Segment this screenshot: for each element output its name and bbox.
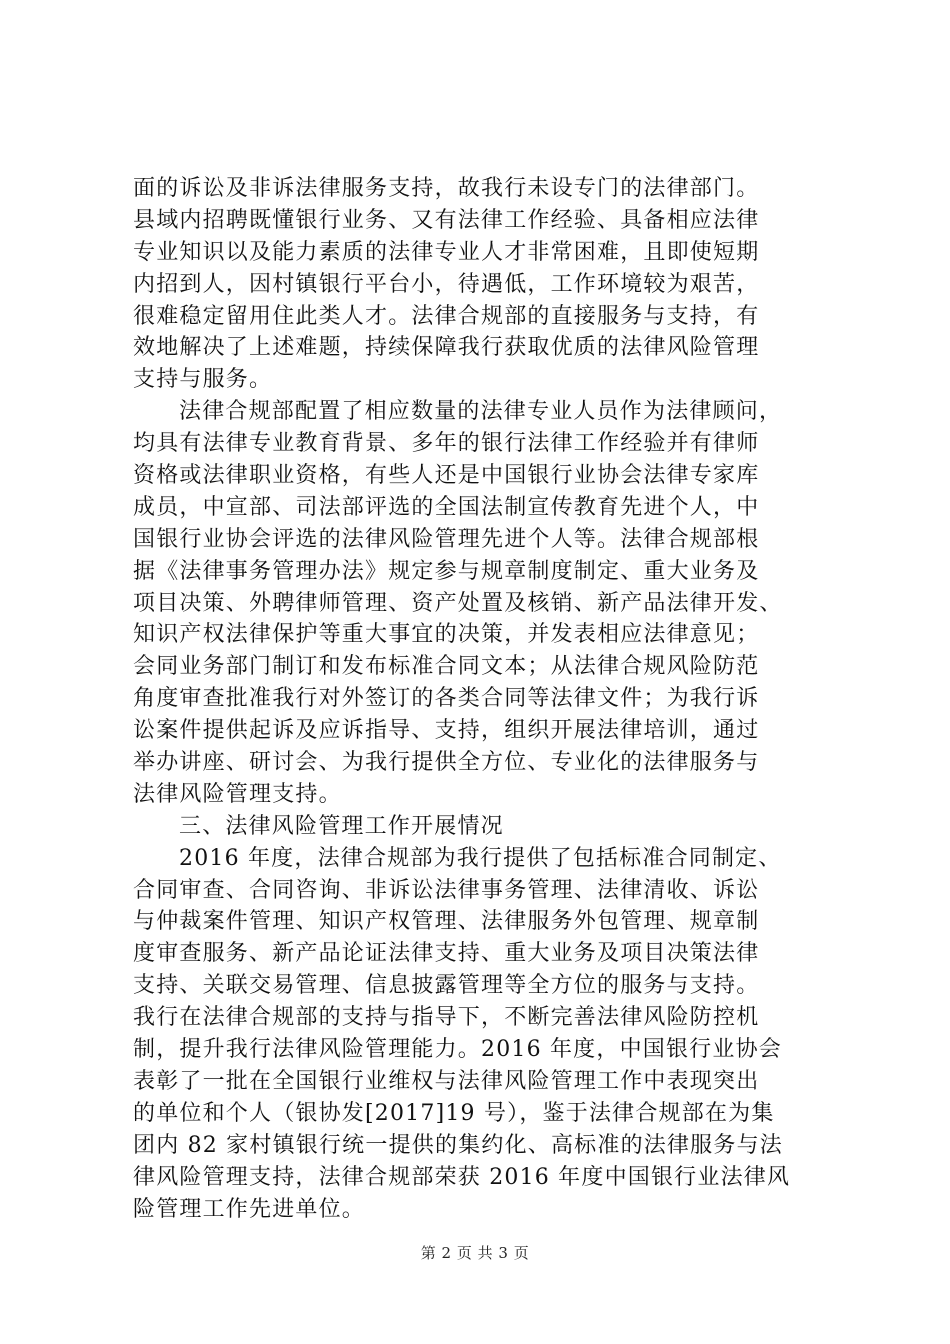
text-line: 资格或法律职业资格，有些人还是中国银行业协会法律专家库 bbox=[133, 463, 760, 489]
text-line: 据《法律事务管理办法》规定参与规章制度制定、重大业务及 bbox=[133, 558, 760, 584]
text-line: 知识产权法律保护等重大事宜的决策，并发表相应法律意见； bbox=[133, 622, 760, 648]
section-heading: 三、法律风险管理工作开展情况 bbox=[179, 813, 504, 839]
text-line: 制，提升我行法律风险管理能力。2016 年度，中国银行业协会 bbox=[133, 1037, 782, 1063]
page-footer: 第 2 页 共 3 页 bbox=[420, 1244, 530, 1262]
text-line: 国银行业协会评选的法律风险管理先进个人等。法律合规部根 bbox=[133, 526, 760, 552]
text-line: 法律合规部配置了相应数量的法律专业人员作为法律顾问， bbox=[179, 399, 783, 425]
text-line: 项目决策、外聘律师管理、资产处置及核销、新产品法律开发、 bbox=[133, 590, 783, 616]
text-line: 成员，中宣部、司法部评选的全国法制宣传教育先进个人，中 bbox=[133, 494, 760, 520]
text-line: 讼案件提供起诉及应诉指导、支持，组织开展法律培训，通过 bbox=[133, 718, 760, 744]
text-line: 支持、关联交易管理、信息披露管理等全方位的服务与支持。 bbox=[133, 973, 760, 999]
text-line: 合同审查、合同咨询、非诉讼法律事务管理、法律清收、诉讼 bbox=[133, 877, 760, 903]
text-line: 专业知识以及能力素质的法律专业人才非常困难，且即使短期 bbox=[133, 239, 760, 265]
paragraph-3 bbox=[133, 843, 833, 1226]
text-line: 县域内招聘既懂银行业务、又有法律工作经验、具备相应法律 bbox=[133, 207, 760, 233]
text-line: 险管理工作先进单位。 bbox=[133, 1196, 366, 1222]
text-line: 2016 年度，法律合规部为我行提供了包括标准合同制定、 bbox=[179, 845, 782, 871]
text-line: 与仲裁案件管理、知识产权管理、法律服务外包管理、规章制 bbox=[133, 909, 760, 935]
text-line: 效地解决了上述难题，持续保障我行获取优质的法律风险管理 bbox=[133, 335, 760, 361]
text-line: 我行在法律合规部的支持与指导下，不断完善法律风险防控机 bbox=[133, 1005, 760, 1031]
text-line: 法律风险管理支持。 bbox=[133, 781, 342, 807]
text-line: 角度审查批准我行对外签订的各类合同等法律文件；为我行诉 bbox=[133, 686, 760, 712]
text-line: 度审查服务、新产品论证法律支持、重大业务及项目决策法律 bbox=[133, 941, 760, 967]
text-line: 支持与服务。 bbox=[133, 367, 273, 393]
text-line: 很难稳定留用住此类人才。法律合规部的直接服务与支持，有 bbox=[133, 303, 760, 329]
text-line: 律风险管理支持，法律合规部荣获 2016 年度中国银行业法律风 bbox=[133, 1164, 791, 1190]
text-line: 举办讲座、研讨会、为我行提供全方位、专业化的法律服务与 bbox=[133, 750, 760, 776]
text-line: 会同业务部门制订和发布标准合同文本；从法律合规风险防范 bbox=[133, 654, 760, 680]
text-line: 面的诉讼及非诉法律服务支持，故我行未设专门的法律部门。 bbox=[133, 176, 760, 201]
text-line: 均具有法律专业教育背景、多年的银行法律工作经验并有律师 bbox=[133, 431, 760, 457]
text-line: 团内 82 家村镇银行统一提供的集约化、高标准的法律服务与法 bbox=[133, 1132, 783, 1158]
document-body bbox=[133, 173, 833, 1225]
text-line: 内招到人，因村镇银行平台小，待遇低，工作环境较为艰苦， bbox=[133, 271, 760, 297]
paragraph-2 bbox=[133, 396, 833, 811]
text-line: 的单位和个人（银协发[2017]19 号），鉴于法律合规部在为集 bbox=[133, 1100, 775, 1126]
paragraph-1 bbox=[133, 173, 833, 396]
text-line: 表彰了一批在全国银行业维权与法律风险管理工作中表现突出 bbox=[133, 1068, 760, 1094]
